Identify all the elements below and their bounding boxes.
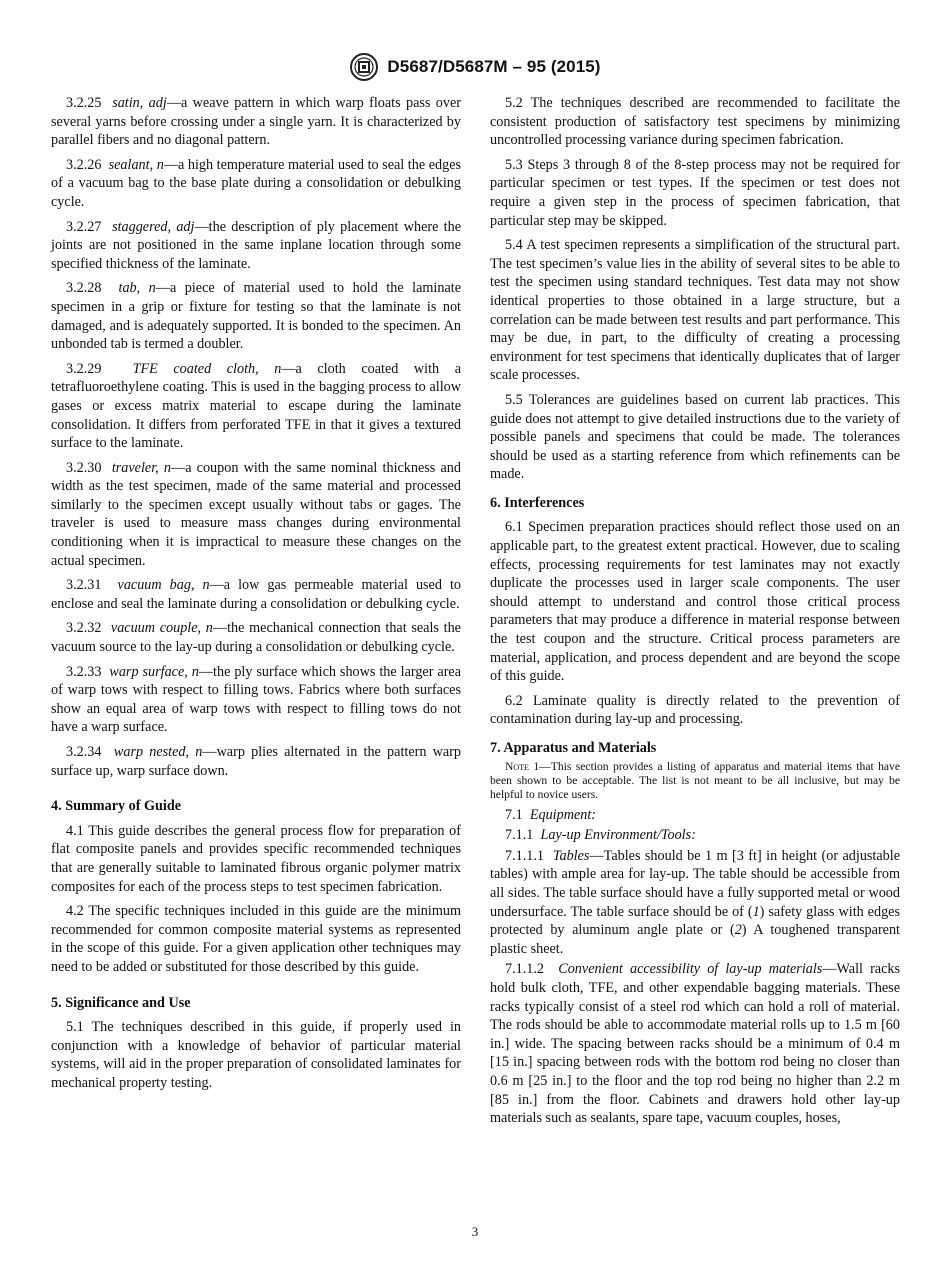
section-heading-6: 6. Interferences [490,494,585,511]
section-heading-4: 4. Summary of Guide [51,798,182,815]
paragraph-7-1: 7.1 Equipment: [505,806,597,823]
definition-3-2-32: 3.2.32 vacuum couple, n—the mechanical connection that seals the vacuum source to the lay-up during a consolidation or debulking cycle. [51,620,461,656]
section-heading-7: 7. Apparatus and Materials [490,740,657,756]
paragraph-7-1-1-1: 7.1.1.1 Tables—Tables should be 1 m [3 ft] in height (or adjustable tables) with ample area for lay-up. The table should be accessible from all sides. The table surface should have a fully supported metal or wood undersurface. The table surface should be of (1) safety glass with edges protected by aluminum angle plate or (2) A toughened transparent plastic sheet. [490,847,901,957]
definition-3-2-30: 3.2.30 traveler, n—a coupon with the same nominal thickness and width as the test specimen, made of the same material and processed similarly to the specimen except usually without tabs or gages. The traveler is used to measure mass changes during environmental conditioning when it is impractical to measure these changes on the actual specimen. [51,459,461,569]
astm-logo-icon [349,52,379,82]
definition-3-2-28: 3.2.28 tab, n—a piece of material used to hold the laminate specimen in a grip or fixture for testing so that the laminate is not damaged, and is adequately supported. It is bonded to the specimen. An unbonded tab is termed a doubler. [51,280,461,353]
definition-3-2-31: 3.2.31 vacuum bag, n—a low gas permeable material used to enclose and seal the laminate during a consolidation or debulking cycle. [51,577,462,612]
right-column [490,94,900,1128]
definition-3-2-26: 3.2.26 sealant, n—a high temperature material used to seal the edges of a vacuum bag to the base plate during a consolidation or debulking cycle. [51,156,462,210]
paragraph-7-1-1-2: 7.1.1.2 Convenient accessibility of lay-up materials—Wall racks hold bulk cloth, TFE, and other expendable bagging materials. These racks typically consist of a steel rod which can hold a roll of material. The rods should be able to accommodate material rolls up to 1.5 m [60 in.] wide. The spacing between racks should be a minimum of 0.4 m [15 in.] spacing between rods with the bottom rod being no closer than 0.6 m [25 in.] to the floor and the top rod being no higher than 2.2 m [85 in.] from the floor. Cabinets and drawers hold other lay-up materials such as sealants, spare tape, vacuum couples, hoses, [490,961,900,1127]
paragraph-4-1: 4.1 This guide describes the general process flow for preparation of flat composite panels and provides specific recommended techniques that are generally suitable to laminated fibrous organic polymer matrix composites for each of the process steps to test specimen fabrication. [51,822,461,895]
note-1: Note 1—This section provides a listing of apparatus and material items that have been shown to be acceptable. The list is not meant to be all inclusive, but may be helpful to novice users. [490,759,900,801]
definition-3-2-34: 3.2.34 warp nested, n—warp plies alternated in the pattern warp surface up, warp surface down. [51,744,462,779]
page-header [0,52,950,82]
paragraph-7-1-1: 7.1.1 Lay-up Environment/Tools: [505,827,696,844]
page-number: 3 [471,1224,479,1239]
paragraph-6-1: 6.1 Specimen preparation practices should reflect those used on an applicable part, to the greatest extent practical. However, due to scaling effects, processing requirements for test laminates may not exactly duplicate the processes used in larger scale components. The user should attempt to understand and control those critical process parameters that may produce a difference in material response between the test coupon and the structure. Critical process parameters are material, application, and process dependent and are beyond the scope of this guide. [490,519,900,685]
definition-3-2-25: 3.2.25 satin, adj—a weave pattern in which warp floats pass over several yarns before crossing under a single yarn. It is characterized by parallel fibers and no diagonal pattern. [51,95,461,149]
paragraph-4-2: 4.2 The specific techniques included in this guide are the minimum recommended for common composite material systems as represented in the scope of this guide. For a given application other techniques may need to be added or substituted for those described by this guide. [51,903,461,975]
document-title: D5687/D5687M – 95 (2015) [387,57,601,76]
paragraph-5-3: 5.3 Steps 3 through 8 of the 8-step process may not be required for particular specimen or test types. If the specimen or test does not require a given step in the process of specimen fabrication, that particular step may be skipped. [490,156,900,229]
paragraph-6-2: 6.2 Laminate quality is directly related to the prevention of contamination during lay-up and processing. [490,692,900,728]
left-column [51,94,461,1099]
definition-3-2-33: 3.2.33 warp surface, n—the ply surface which shows the larger area of warp tows with respect to filling tows. Fabrics where both surfaces show an equal area of warp tows with respect to filling tows do not have a warp surface. [51,663,462,736]
paragraph-5-1: 5.1 The techniques described in this guide, if properly used in conjunction with a knowledge of behavior of particular material systems, will aid in the proper preparation of consolidated laminates for mechanical property testing. [51,1019,461,1091]
paragraph-5-5: 5.5 Tolerances are guidelines based on current lab practices. This guide does not attempt to give detailed instructions due to the variety of possible panels and specimens that could be made. The tolerances should be used as a starting reference from which refinements can be made. [490,391,900,483]
paragraph-5-4: 5.4 A test specimen represents a simplification of the structural part. The test specimen’s value lies in the ability of several sites to be able to test the specimen using standard techniques. Test data may not show identical properties to those obtained in a large structure, but a correlation can be made between test results and part performance. This may be due, in part, to the difficulty of creating a processing environment for test specimens that identically duplicates that of larger scale processes. [490,237,900,384]
definition-3-2-29: 3.2.29 TFE coated cloth, n—a cloth coated with a tetrafluoroethylene coating. This is used in the bagging process to allow gases or excess matrix material to escape during the laminate consolidation. It differs from perforated TFE in that it gives a textured surface to the laminate. [51,360,461,452]
section-heading-5: 5. Significance and Use [51,994,191,1011]
definition-3-2-27: 3.2.27 staggered, adj—the description of ply placement where the joints are not positioned in the same inplane location through some specified thickness of the laminate. [51,218,462,272]
paragraph-5-2: 5.2 The techniques described are recommended to facilitate the consistent production of satisfactory test specimens by minimizing uncontrolled processing variance during specimen fabrication. [490,95,900,149]
